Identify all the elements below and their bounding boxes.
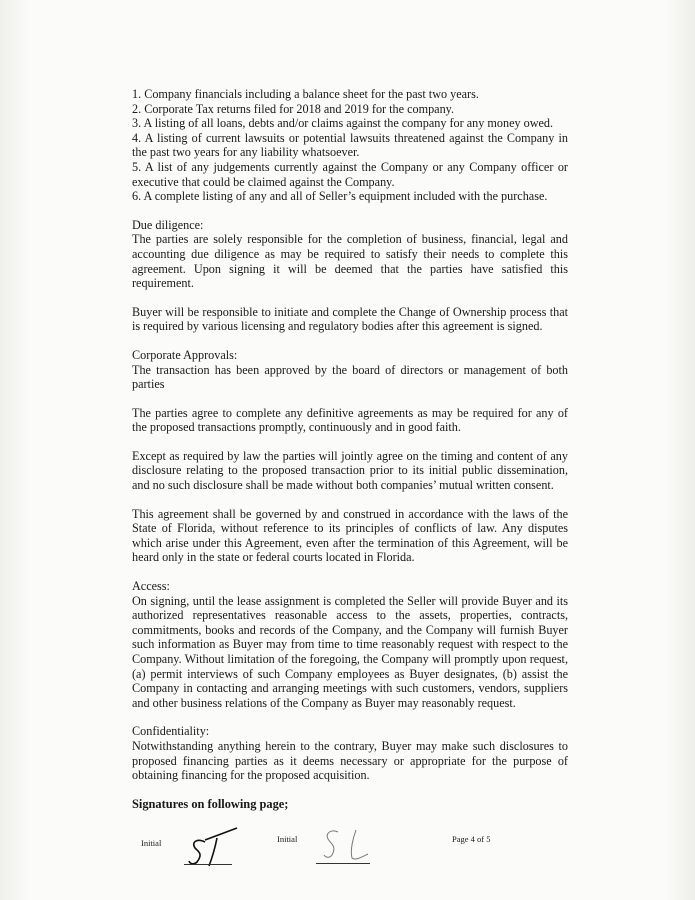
access-text: On signing, until the lease assignment is completed the Seller will provide Buyer and its authorized representatives reasonable access to the assets, properties, contracts, commitments, books and records of the Company, and the Company will furnish Buyer such information as Buyer may from time to time reasonably request with respect to the Company. Without limitation of the foregoing, the Company will promptly upon request, (a) permit interviews of such Company employees as Buyer designates, (b) assist the Company in contacting and arranging meetings with such customers, vendors, suppliers and other business relations of the Company as Buyer may reasonably request.: [132, 593, 568, 710]
list-item-4: 4. A listing of current lawsuits or potential lawsuits threatened against the Company in the past two years for any liability whatsoever.: [132, 130, 568, 160]
initials-footer: [0, 820, 695, 890]
definitive-agreements-text: The parties agree to complete any definitive agreements as may be required for any of the proposed transactions promptly, continuously and in good faith.: [132, 405, 568, 435]
governing-law-text: This agreement shall be governed by and construed in accordance with the laws of the State of Florida, without reference to its principles of conflicts of law. Any disputes which arise under this Agreement, even after the termination of this Agreement, will be heard only in the state or federal courts located in Florida.: [132, 506, 568, 565]
list-item-3: 3. A listing of all loans, debts and/or claims against the company for any money owed.: [132, 116, 554, 131]
signatures-heading: Signatures on following page;: [132, 796, 289, 811]
access-heading: Access:: [132, 579, 170, 594]
list-item-1: 1. Company financials including a balance sheet for the past two years.: [132, 87, 479, 101]
due-diligence-heading: Due diligence:: [132, 217, 204, 232]
corporate-approvals-text: The transaction has been approved by the board of directors or management of both parties: [132, 362, 568, 392]
list-item-5: 5. A list of any judgements currently against the Company or any Company officer or executive that could be claimed against the Company.: [132, 159, 568, 189]
initial-line-1: [184, 864, 232, 865]
confidentiality-heading: Confidentiality:: [132, 724, 210, 739]
page-number: Page 4 of 5: [452, 834, 491, 844]
document-body: [132, 87, 568, 811]
list-item-2: 2. Corporate Tax returns filed for 2018 and 2019 for the company.: [132, 101, 455, 116]
confidentiality-text: Notwithstanding anything herein to the contrary, Buyer may make such disclosures to proposed financing parties as it deems necessary or appropriate for the purpose of obtaining financing for the proposed acquisition.: [132, 738, 568, 783]
initials-signature-1: [185, 824, 245, 868]
corporate-approvals-heading: Corporate Approvals:: [132, 347, 238, 362]
initial-label-2: Initial: [277, 834, 298, 844]
disclosure-text: Except as required by law the parties will jointly agree on the timing and content of any disclosure relating to the proposed transaction prior to its initial public dissemination, and no such disclosure shall be made without both companies’ mutual written consent.: [132, 448, 568, 493]
due-diligence-text: The parties are solely responsible for the completion of business, financial, legal and accounting due diligence as may be required to satisfy their needs to complete this agreement. Upon signing it will be deemed that the parties have satisfied this requirement.: [132, 232, 568, 291]
initial-line-2: [316, 863, 370, 864]
initial-label-1: Initial: [141, 838, 162, 848]
list-item-6: 6. A complete listing of any and all of Seller’s equipment included with the purchase.: [132, 189, 548, 204]
change-of-ownership-text: Buyer will be responsible to initiate and complete the Change of Ownership process that is required by various licensing and regulatory bodies after this agreement is signed.: [132, 304, 568, 334]
initials-signature-2: [322, 824, 372, 864]
